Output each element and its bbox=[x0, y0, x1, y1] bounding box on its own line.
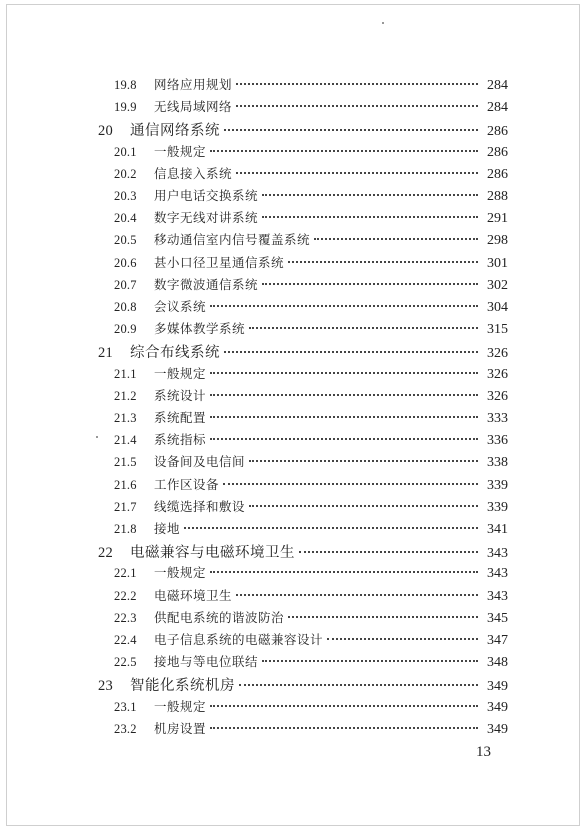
toc-entry-number: 20.2 bbox=[114, 166, 137, 181]
toc-chapter-entry[interactable] bbox=[98, 341, 508, 363]
toc-entry-title: 一般规定 bbox=[154, 365, 207, 381]
toc-entry-number: 20.1 bbox=[114, 144, 137, 159]
scan-speck bbox=[96, 436, 98, 438]
toc-entry-number: 20.4 bbox=[114, 211, 137, 226]
dot-leader bbox=[327, 638, 478, 640]
toc-entry-title: 一般规定 bbox=[154, 565, 207, 581]
scan-speck bbox=[382, 22, 384, 24]
toc-entry-number: 20.3 bbox=[114, 189, 137, 203]
toc-entry-title: 电磁兼容与电磁环境卫生 bbox=[130, 545, 295, 562]
toc-entry-number: 23.2 bbox=[114, 721, 137, 736]
dot-leader bbox=[224, 129, 478, 131]
toc-entry-page: 298 bbox=[487, 233, 508, 249]
dot-leader bbox=[314, 238, 478, 240]
toc-entry-page: 286 bbox=[487, 166, 508, 182]
dot-leader bbox=[262, 194, 478, 196]
toc-section-entry[interactable] bbox=[114, 386, 508, 408]
toc-entry-number: 21.8 bbox=[114, 522, 137, 536]
toc-entry-page: 284 bbox=[487, 78, 508, 93]
toc-entry-title: 多媒体教学系统 bbox=[154, 321, 246, 337]
toc-section-entry[interactable] bbox=[114, 452, 508, 474]
toc-entry-title: 甚小口径卫星通信系统 bbox=[154, 254, 285, 270]
dot-leader bbox=[262, 216, 478, 218]
toc-entry-number: 21 bbox=[98, 345, 113, 362]
page-number: 13 bbox=[476, 744, 491, 760]
toc-entry-page: 339 bbox=[487, 477, 508, 493]
dot-leader bbox=[236, 105, 478, 107]
toc-entry-title: 接地与等电位联结 bbox=[154, 654, 259, 670]
toc-entry-number: 21.3 bbox=[114, 411, 137, 425]
toc-section-entry[interactable] bbox=[114, 97, 508, 119]
dot-leader bbox=[299, 551, 478, 553]
toc-entry-page: 288 bbox=[487, 189, 508, 204]
dot-leader bbox=[239, 684, 478, 686]
dot-leader bbox=[236, 172, 478, 174]
toc-entry-title: 智能化系统机房 bbox=[130, 678, 235, 695]
toc-section-entry[interactable] bbox=[114, 364, 508, 386]
toc-entry-title: 线缆选择和敷设 bbox=[154, 498, 246, 514]
toc-section-entry[interactable] bbox=[114, 230, 508, 252]
dot-leader bbox=[210, 372, 478, 374]
toc-entry-page: 345 bbox=[487, 610, 508, 626]
toc-section-entry[interactable] bbox=[114, 408, 508, 430]
toc-entry-title: 系统指标 bbox=[154, 432, 207, 448]
toc-section-entry[interactable] bbox=[114, 253, 508, 275]
toc-section-entry[interactable] bbox=[114, 319, 508, 341]
toc-chapter-entry[interactable] bbox=[98, 541, 508, 563]
toc-entry-title: 会议系统 bbox=[154, 299, 207, 314]
toc-entry-number: 21.2 bbox=[114, 388, 137, 403]
toc-entry-title: 数字微波通信系统 bbox=[154, 276, 259, 292]
toc-chapter-entry[interactable] bbox=[98, 119, 508, 141]
toc-section-entry[interactable] bbox=[114, 164, 508, 186]
dot-leader bbox=[210, 305, 478, 307]
toc-entry-page: 349 bbox=[487, 699, 508, 715]
toc-entry-page: 326 bbox=[487, 346, 508, 362]
toc-entry-title: 通信网络系统 bbox=[130, 123, 220, 140]
toc-entry-number: 21.4 bbox=[114, 433, 137, 448]
toc-entry-page: 341 bbox=[487, 522, 508, 537]
toc-section-entry[interactable] bbox=[114, 142, 508, 164]
toc-entry-number: 20.9 bbox=[114, 322, 137, 337]
toc-section-entry[interactable] bbox=[114, 519, 508, 541]
toc-entry-number: 22.1 bbox=[114, 566, 137, 581]
toc-entry-number: 23 bbox=[98, 678, 113, 695]
toc-entry-number: 22.5 bbox=[114, 655, 137, 670]
toc-entry-number: 20.6 bbox=[114, 255, 137, 270]
dot-leader bbox=[262, 283, 478, 285]
toc-entry-number: 20.5 bbox=[114, 233, 137, 248]
toc-entry-page: 326 bbox=[487, 366, 508, 382]
toc-entry-page: 315 bbox=[487, 322, 508, 338]
dot-leader bbox=[288, 616, 478, 618]
toc-entry-title: 工作区设备 bbox=[154, 476, 220, 492]
toc-entry-number: 21.7 bbox=[114, 499, 137, 514]
toc-entry-page: 302 bbox=[487, 277, 508, 293]
toc-entry-title: 信息接入系统 bbox=[154, 165, 233, 181]
toc-entry-title: 电磁环境卫生 bbox=[154, 587, 233, 603]
toc-entry-title: 系统设计 bbox=[154, 387, 207, 403]
toc-section-entry[interactable] bbox=[114, 275, 508, 297]
toc-entry-number: 22 bbox=[98, 545, 113, 562]
toc-chapter-entry[interactable] bbox=[98, 674, 508, 696]
toc-entry-number: 20 bbox=[98, 123, 113, 140]
toc-entry-page: 343 bbox=[487, 566, 508, 582]
toc-entry-title: 一般规定 bbox=[154, 698, 207, 714]
toc-entry-page: 348 bbox=[487, 655, 508, 671]
dot-leader bbox=[288, 261, 478, 263]
toc-entry-number: 21.1 bbox=[114, 366, 137, 381]
dot-leader bbox=[249, 327, 478, 329]
toc-entry-page: 291 bbox=[487, 211, 508, 227]
toc-entry-title: 接地 bbox=[154, 521, 181, 536]
toc-section-entry[interactable] bbox=[114, 630, 508, 652]
toc-section-entry[interactable] bbox=[114, 430, 508, 452]
toc-entry-number: 23.1 bbox=[114, 699, 137, 714]
dot-leader bbox=[223, 483, 478, 485]
toc-entry-page: 286 bbox=[487, 144, 508, 160]
toc-entry-page: 349 bbox=[487, 721, 508, 737]
dot-leader bbox=[249, 505, 478, 507]
toc-section-entry[interactable] bbox=[114, 608, 508, 630]
toc-entry-title: 设备间及电信间 bbox=[154, 454, 246, 470]
dot-leader bbox=[210, 394, 478, 396]
toc-entry-number: 22.4 bbox=[114, 633, 137, 647]
toc-entry-title: 综合布线系统 bbox=[130, 345, 220, 362]
toc-section-entry[interactable] bbox=[114, 697, 508, 719]
toc-section-entry[interactable] bbox=[114, 719, 508, 741]
toc-entry-page: 304 bbox=[487, 300, 508, 315]
toc-section-entry[interactable] bbox=[114, 75, 508, 97]
toc-entry-title: 网络应用规划 bbox=[154, 77, 233, 92]
toc-entry-number: 19.9 bbox=[114, 100, 137, 115]
toc-entry-title: 供配电系统的谐波防治 bbox=[154, 609, 285, 625]
toc-section-entry[interactable] bbox=[114, 208, 508, 230]
dot-leader bbox=[249, 460, 478, 462]
dot-leader bbox=[184, 527, 478, 529]
toc-entry-page: 347 bbox=[487, 633, 508, 648]
toc-entry-title: 无线局域网络 bbox=[154, 99, 233, 115]
dot-leader bbox=[210, 150, 478, 152]
toc-entry-page: 333 bbox=[487, 411, 508, 426]
toc-section-entry[interactable] bbox=[114, 475, 508, 497]
toc-entry-number: 21.6 bbox=[114, 477, 137, 492]
toc-entry-number: 22.2 bbox=[114, 588, 137, 603]
toc-entry-number: 20.8 bbox=[114, 300, 137, 314]
toc-entry-page: 301 bbox=[487, 255, 508, 271]
toc-entry-number: 19.8 bbox=[114, 78, 137, 92]
toc-entry-title: 系统配置 bbox=[154, 410, 207, 425]
toc-entry-title: 数字无线对讲系统 bbox=[154, 210, 259, 226]
toc-entry-number: 22.3 bbox=[114, 610, 137, 625]
toc-section-entry[interactable] bbox=[114, 586, 508, 608]
toc-entry-page: 343 bbox=[487, 546, 508, 562]
toc-entry-page: 339 bbox=[487, 499, 508, 515]
toc-section-entry[interactable] bbox=[114, 497, 508, 519]
toc-entry-title: 一般规定 bbox=[154, 143, 207, 159]
toc-entry-page: 284 bbox=[487, 100, 508, 116]
toc-entry-title: 机房设置 bbox=[154, 720, 207, 736]
toc-entry-number: 21.5 bbox=[114, 455, 137, 470]
toc-entry-title: 用户电话交换系统 bbox=[154, 188, 259, 203]
dot-leader bbox=[210, 727, 478, 729]
dot-leader bbox=[210, 571, 478, 573]
toc-entry-page: 349 bbox=[487, 679, 508, 695]
dot-leader bbox=[210, 438, 478, 440]
dot-leader bbox=[236, 594, 478, 596]
dot-leader bbox=[262, 660, 478, 662]
toc-entry-page: 338 bbox=[487, 455, 508, 471]
toc-entry-number: 20.7 bbox=[114, 277, 137, 292]
dot-leader bbox=[236, 83, 478, 85]
toc-entry-page: 326 bbox=[487, 388, 508, 404]
toc-section-entry[interactable] bbox=[114, 297, 508, 319]
toc-entry-title: 移动通信室内信号覆盖系统 bbox=[154, 232, 311, 248]
toc-entry-title: 电子信息系统的电磁兼容设计 bbox=[154, 632, 324, 647]
toc-entry-page: 286 bbox=[487, 124, 508, 140]
toc-section-entry[interactable] bbox=[114, 186, 508, 208]
dot-leader bbox=[210, 416, 478, 418]
toc-section-entry[interactable] bbox=[114, 652, 508, 674]
toc-entry-page: 336 bbox=[487, 433, 508, 449]
dot-leader bbox=[210, 705, 478, 707]
toc-section-entry[interactable] bbox=[114, 563, 508, 585]
toc-entry-page: 343 bbox=[487, 588, 508, 604]
dot-leader bbox=[224, 351, 478, 353]
